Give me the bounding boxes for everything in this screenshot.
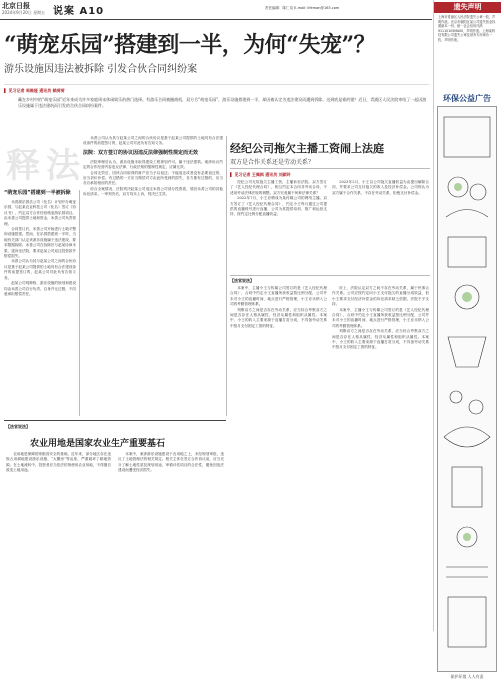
sidebar [433,0,500,679]
bottom-tag: 【法官说法】 [6,424,30,429]
paragraph: 本案中，主播小王与传媒公司签订的是《艺人经纪代理合同》，合同中约定小王直播所获收益按比例分配，公司并未对小王的直播时间、地点进行严格管理，小王亦未纳入公司的考勤管理体系。 [332,307,429,328]
judge-col2 [332,286,429,610]
paragraph: 综上，法院认定双方之间不存在劳动关系，属于民事合作关系。公司应按约定向小王支付拖欠的直播分成收益，但小王要求支付经济补偿金的诉讼请求缺乏依据，法院不予支持。 [332,286,429,307]
sub-headline: 游乐设施因违法被拆除 引发合伙合同纠纷案 [4,64,198,75]
lede-text: 藏在乡村中的“萌宠乐园”近年来成为许多家庭周末休闲娱乐的热门选择。有游乐合同被撤商机，双方合“萌宠乐园”，游乐设施搭建到一半，却因被认定为违法建设而遭到拆除。这到底是谁的错？近日，青浦区人民法院审结了一起因游乐设施属于违法建筑而引发的合伙合同纠纷案件。 [18,97,427,108]
divider [230,168,430,169]
paragraph: 赵某公司则辩称，游乐设施的规划和建设均由米善公司自行负责，自身并无过错，不同意承担赔偿责任。 [4,281,76,296]
bottom-col1 [6,452,111,612]
section-label: 说案 A10 [53,6,105,17]
right-article-subtitle: 双方是合作关系还是劳动关系？ [230,159,315,166]
divider [230,275,430,276]
paper-name: 北京日报 [2,2,30,10]
paragraph: 合同无效后，因该合同取得的财产应当予以返还；不能返还或者没有必要返还的，应当折价补偿。有过错的一方应当赔偿对方由此所受到的损失，各方都有过错的，应当各自承担相应的责任。 [83,170,223,186]
lede-box [4,84,429,136]
paragraph: 米善公司认为其与赵某公司之间的合伙协议是基于赵某公司提供的土地具有合法建设条件的前提签订的，赵某公司对此负有告知义务。 [4,259,76,280]
masthead-bar [0,0,432,20]
watermark-text: 释法 [6,146,86,186]
left-article-col1 [4,190,76,416]
main-headline: “萌宠乐园”搭建到一半，为何“失宠”？ [4,32,376,58]
paragraph: 本案中，主播小王与传媒公司签订的是《艺人经纪代理合同》，合同中约定小王直播所获收益按比例分配，公司并未对小王的直播时间、地点进行严格管理，小王亦未纳入公司的考勤管理体系。 [230,286,327,307]
cartoon-illustration [437,106,497,672]
left-subhead: “萌宠乐园”搭建到一半被拆除 [4,190,71,196]
lede-byline: ▌ 见习记者 周维娅 通讯员 赖荷荷 [4,88,65,93]
bottom-title: 农业用地是国家农业生产重要基石 [30,439,166,449]
column-divider [79,190,80,416]
bottom-col2 [118,452,224,612]
paragraph: 米善公司认为其与赵某公司之间的合伙协议是基于赵某公司提供的土地具有合法建设条件的前提签订的，赵某公司对此负有告知义务。 [83,136,223,146]
paragraph: 2023年2月，小王以公司拖欠直播收益为由提出解除合同，并要求公司支付拖欠的收入及经济补偿金。公司则认为双方属于合作关系，不存在劳动关系，拒绝支付补偿金。 [332,180,429,195]
paragraph: 米善源乐园乐公司（化名）计划开办萌宠乐园，与赵某农业科技公司（化名）签订《协议书》，约定双方合作经营萌宠游乐园项目。由米善公司提供土地和资金，米善公司负责管理。 [4,200,76,226]
left-subhead-2: 法院：双方签订的协议因违反法律强制性规定而无效 [83,149,199,156]
env-ad-title: 环保公益广告 [443,94,491,103]
left-article-col2 [83,136,223,416]
paragraph: 2022年7月，小王应聘成为某传媒公司的网络主播。双方签订了《艺人经纪代理合同》，约定小王每月通过公司提供的直播账号进行直播，公司为其提供培训、推广和运营支持，按约定比例分配直播收益。 [230,196,327,217]
issue-date: 2024年9月20日 星期五 [2,10,46,15]
right-article-col2 [332,180,429,272]
paragraph: 农用地是保障国家粮食安全的基础，近年来，部分地区存在违规占用耕地建设游乐设施、“大棚房”等乱象，严重破坏了耕地资源。在土地流转中，投资者应当依法依规使用农业用地，不得擅自改变土地用途。 [6,452,111,473]
paragraph: 经纪公司无故拖欠主播工资，主播诉至法院。双方签订了《艺人经纪代理合同》，相互约定本合同非劳动合同，不适用劳动法律法规的调整。双方究竟属于何种法律关系？ [230,180,327,195]
editor-line: 责任编辑：陈仁岚 E-mail: lifeman@163.com [265,6,340,10]
paragraph: 综合全案情况，法院判决赵某公司返还米善公司部分投资款，驳回米善公司的其他诉讼请求。一审判决后，双方均未上诉，判决已生效。 [83,186,223,197]
right-article-col1 [230,180,327,272]
paragraph: 判断双方之间是否存在劳动关系，应当综合考察双方之间是否存在人格从属性、经济从属性和组织从属性。本案中，小王的收入主要来源于直播打赏分成，不具备劳动关系中按月支付固定工资的特征。 [230,307,327,328]
notice-title: 遗失声明 [434,2,501,13]
right-byline: ▌ 见习记者 王佩枫 通讯员 刘颖玲 [230,172,291,177]
paragraph: 法院审理后认为，游乐设施未取得建设工程规划许可，属于违法建筑。案涉协议约定的合作经营内容违反法律、行政法规的强制性规定，应属无效。 [83,159,223,170]
notice-text: 上海市青浦区人民法院遗失公章一枚，声明作废。北京市朝阳区某公司遗失营业执照副本一份，统一社会信用代码91110105MA00，声明作废。上海某科技有限公司遗失公章及财务专用章各一枚，声明作废。 [438,15,496,42]
paragraph: 本案中，案涉游乐设施建设于农用地之上，未经规划审批，违反了土地管理法的相关规定。相关主体在签订合作协议前，应当充分了解土地性质及规划用途，审慎评估项目的合法性，避免因违法建设而遭受经济损失。 [118,452,224,473]
cartoon-caption: 保护环境 人人有责 [450,674,484,679]
judge-tag: 【法官说法】 [230,278,254,283]
paragraph: 合同签订后，米善公司开始进行土地平整和设施搭建。然而，在乐园搭建到一半时，当地有关部门认定该游乐设施属于违法建设，要求限期拆除。米善公司在拆除后与赵某协商未果，遂诉至法院，要求赵某公司返还投资款并赔偿损失。 [4,227,76,259]
cartoon-drawing [438,107,496,667]
paragraph: 判断双方之间是否存在劳动关系，应当综合考察双方之间是否存在人格从属性、经济从属性和组织从属性。本案中，小王的收入主要来源于直播打赏分成，不具备劳动关系中按月支付固定工资的特征。 [332,329,429,350]
divider [4,420,226,421]
right-article-title: 经纪公司拖欠主播工资闹上法庭 [230,142,384,155]
judge-col1 [230,286,327,610]
column-divider [226,136,227,416]
